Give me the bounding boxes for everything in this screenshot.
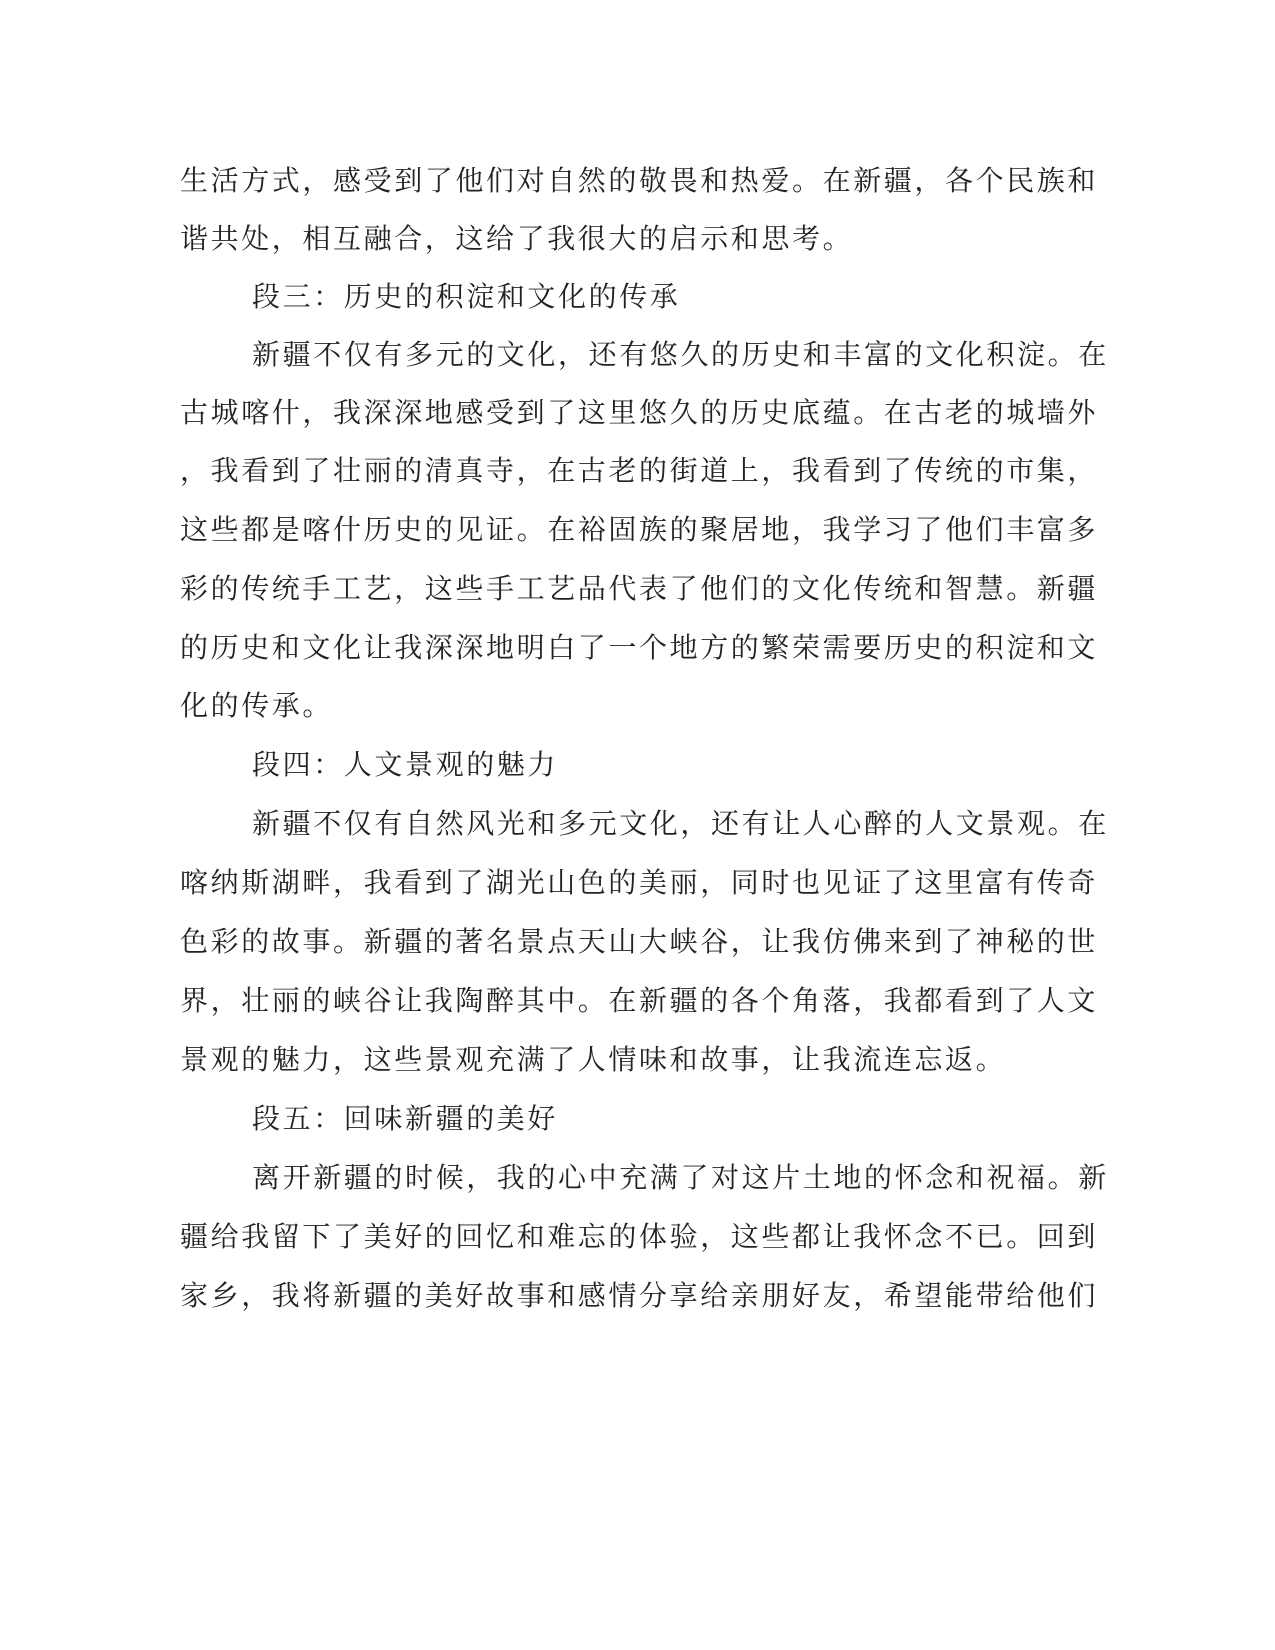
body-text-line: 界，壮丽的峡谷让我陶醉其中。在新疆的各个角落，我都看到了人文 xyxy=(180,984,1099,1017)
section-heading-5: 段五：回味新疆的美好 xyxy=(252,1102,559,1135)
body-text-line: 家乡，我将新疆的美好故事和感情分享给亲朋好友，希望能带给他们 xyxy=(180,1279,1099,1312)
body-text-line: ，我看到了壮丽的清真寺，在古老的街道上，我看到了传统的市集， xyxy=(180,454,1099,487)
body-text-line: 新疆不仅有自然风光和多元文化，还有让人心醉的人文景观。在 xyxy=(252,807,1109,840)
section-heading-4: 段四：人文景观的魅力 xyxy=(252,748,559,781)
body-text-line: 这些都是喀什历史的见证。在裕固族的聚居地，我学习了他们丰富多 xyxy=(180,513,1099,546)
body-text-line: 离开新疆的时候，我的心中充满了对这片土地的怀念和祝福。新 xyxy=(252,1161,1109,1194)
body-text-line: 景观的魅力，这些景观充满了人情味和故事，让我流连忘返。 xyxy=(180,1043,1007,1076)
body-text-line: 的历史和文化让我深深地明白了一个地方的繁荣需要历史的积淀和文 xyxy=(180,631,1099,664)
body-text-line: 生活方式，感受到了他们对自然的敬畏和热爱。在新疆，各个民族和 xyxy=(180,164,1099,197)
section-heading-3: 段三：历史的积淀和文化的传承 xyxy=(252,280,681,313)
body-text-line: 新疆不仅有多元的文化，还有悠久的历史和丰富的文化积淀。在 xyxy=(252,338,1109,371)
body-text-line: 疆给我留下了美好的回忆和难忘的体验，这些都让我怀念不已。回到 xyxy=(180,1220,1099,1253)
body-text-line: 色彩的故事。新疆的著名景点天山大峡谷，让我仿佛来到了神秘的世 xyxy=(180,925,1099,958)
body-text-line: 古城喀什，我深深地感受到了这里悠久的历史底蕴。在古老的城墙外 xyxy=(180,396,1099,429)
body-text-line: 彩的传统手工艺，这些手工艺品代表了他们的文化传统和智慧。新疆 xyxy=(180,572,1099,605)
body-text-line: 喀纳斯湖畔，我看到了湖光山色的美丽，同时也见证了这里富有传奇 xyxy=(180,866,1099,899)
body-text-line: 化的传承。 xyxy=(180,689,334,722)
body-text-line: 谐共处，相互融合，这给了我很大的启示和思考。 xyxy=(180,222,854,255)
